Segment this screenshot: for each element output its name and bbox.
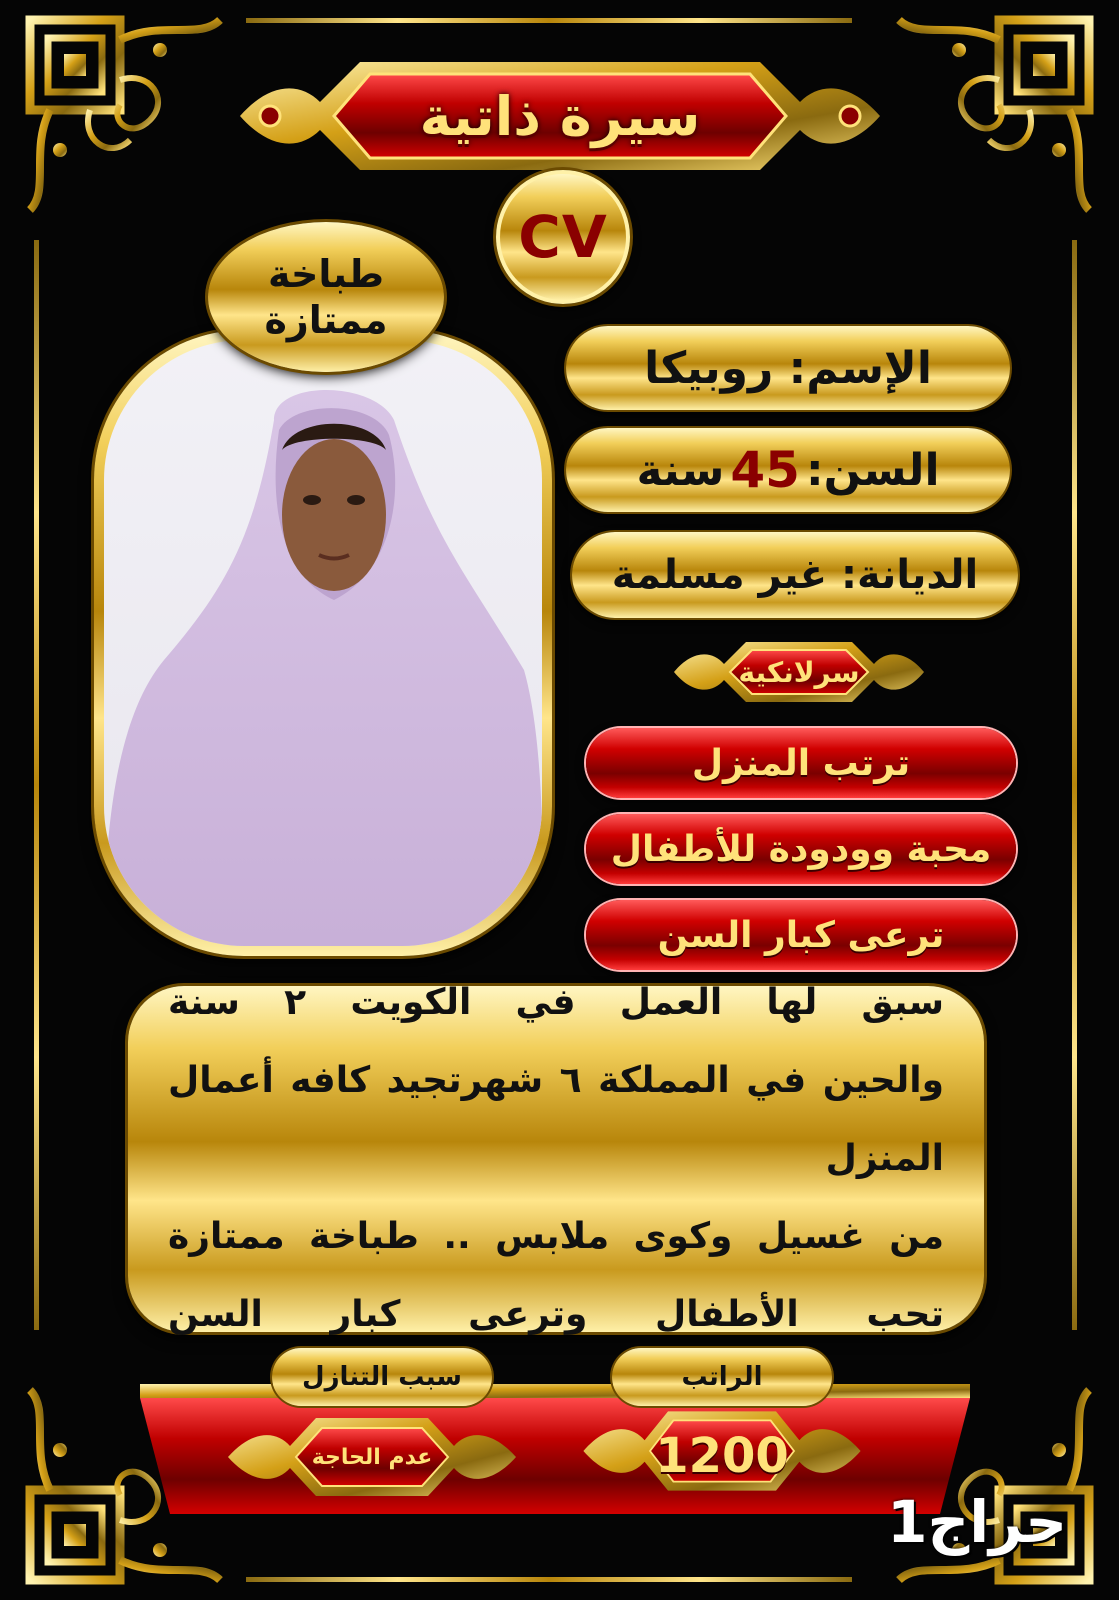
reason-label-pill — [272, 1348, 492, 1406]
age-label: السن: — [805, 444, 940, 496]
excellent-cook-badge — [208, 222, 444, 372]
description-line-1: سبق لها العمل في الكويت ٢ سنة — [168, 982, 944, 1023]
corner-ornament-top-left — [20, 10, 230, 220]
description-line-3: من غسيل وكوى ملابس .. طباخة ممتازة — [168, 1216, 944, 1257]
religion-text: الديانة: غير مسلمة — [611, 552, 979, 598]
trait-pill-1 — [586, 728, 1016, 798]
trait-pill-2 — [586, 814, 1016, 884]
page-title: سيرة ذاتية — [419, 84, 701, 148]
nationality-text: سرلانكية — [738, 655, 860, 689]
religion-pill — [572, 532, 1018, 618]
frame-bottom-line — [246, 1577, 852, 1582]
salary-value: 1200 — [655, 1428, 789, 1484]
trait-pill-3 — [586, 900, 1016, 970]
salary-label-pill — [612, 1348, 832, 1406]
frame-top-line — [246, 18, 852, 23]
description-line-4: تحب الأطفال وترعى كبار السن — [168, 1294, 944, 1335]
reason-label: سبب التنازل — [302, 1362, 462, 1392]
photo-frame — [94, 330, 552, 956]
title-banner — [230, 52, 890, 180]
trait-text-3: ترعى كبار السن — [657, 914, 945, 956]
nationality-banner — [668, 636, 930, 708]
name-pill — [566, 326, 1010, 410]
corner-ornament-top-right — [889, 10, 1099, 220]
cv-badge — [496, 170, 630, 304]
frame-right-line — [1072, 240, 1077, 1330]
haraj-watermark: حراج1 — [887, 1488, 1067, 1556]
salary-label: الراتب — [681, 1362, 763, 1392]
reason-value: عدم الحاجة — [311, 1444, 433, 1470]
age-value: 45 — [730, 441, 800, 499]
trait-text-2: محبة وودودة للأطفال — [610, 828, 992, 870]
cook-badge-line1: طباخة — [267, 252, 384, 296]
cv-badge-label: CV — [518, 203, 608, 271]
age-unit: سنة — [636, 444, 725, 496]
person-portrait-icon — [104, 340, 542, 946]
worker-photo — [104, 340, 542, 946]
description-line-2: والحين في المملكة ٦ شهرتجيد كافه أعمال المنزل — [168, 1060, 944, 1179]
experience-description — [128, 982, 984, 1335]
name-text: الإسم: روبيكا — [644, 342, 932, 394]
trait-text-1: ترتب المنزل — [691, 742, 911, 784]
cook-badge-line2: ممتازة — [264, 298, 388, 342]
age-pill — [566, 428, 1010, 512]
frame-left-line — [34, 240, 39, 1330]
